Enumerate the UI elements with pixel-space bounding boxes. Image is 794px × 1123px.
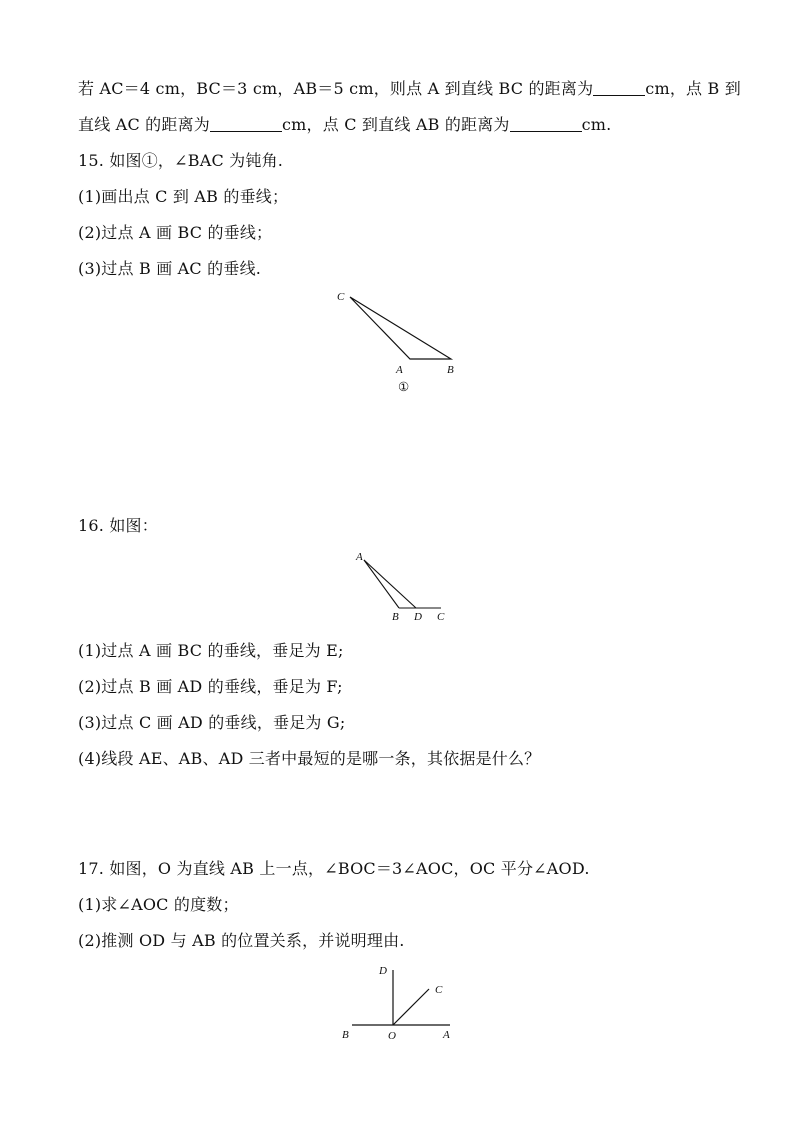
q14-text: cm. (581, 115, 612, 134)
q16-stem: 16. 如图： (78, 516, 158, 535)
q17-figure (336, 958, 466, 1043)
q14-text: cm，点 B 到 (645, 79, 741, 98)
q16-item-4: (4)线段 AE、AB、AD 三者中最短的是哪一条，其依据是什么？ (78, 749, 541, 768)
q14-text: cm，点 C 到直线 AB 的距离为 (281, 115, 510, 134)
label-d: D (414, 611, 422, 623)
label-a: A (396, 364, 403, 376)
ray-oc (393, 989, 429, 1025)
q17-item-1: (1)求∠AOC 的度数； (78, 895, 239, 914)
label-d: D (379, 965, 387, 977)
q15-stem: 15. 如图①，∠BAC 为钝角. (78, 151, 284, 170)
q17-stem: 17. 如图，O 为直线 AB 上一点，∠BOC＝3∠AOC，OC 平分∠AOD. (78, 859, 590, 878)
q16-item-1: (1)过点 A 画 BC 的垂线，垂足为 E; (78, 641, 344, 660)
answer-blank-b-to-ac[interactable] (210, 115, 282, 132)
label-c: C (337, 291, 345, 303)
q14-line-2 (78, 114, 611, 136)
segment-ad (364, 560, 416, 608)
q16-figure (350, 548, 460, 628)
q15-item-2: (2)过点 A 画 BC 的垂线； (78, 223, 273, 242)
figure-caption-1: ① (398, 380, 410, 394)
q16-item-2: (2)过点 B 画 AD 的垂线，垂足为 F; (78, 677, 343, 696)
segment-ab (364, 560, 399, 608)
label-b: B (447, 364, 454, 376)
label-a: A (356, 551, 363, 563)
label-o: O (388, 1030, 396, 1042)
q16-item-3: (3)过点 C 画 AD 的垂线，垂足为 G; (78, 713, 346, 732)
q15-figure (330, 285, 470, 400)
label-b: B (392, 611, 399, 623)
q15-item-1: (1)画出点 C 到 AB 的垂线； (78, 187, 289, 206)
triangle-abc (350, 297, 451, 359)
answer-blank-a-to-bc[interactable] (593, 79, 645, 96)
label-b: B (342, 1029, 349, 1041)
q14-text: 若 AC＝4 cm，BC＝3 cm，AB＝5 cm，则点 A 到直线 BC 的距离为 (78, 79, 594, 98)
label-a: A (443, 1029, 450, 1041)
q14-line-1 (78, 78, 741, 100)
label-c: C (437, 611, 445, 623)
answer-blank-c-to-ab[interactable] (510, 115, 582, 132)
q17-item-2: (2)推测 OD 与 AB 的位置关系，并说明理由. (78, 931, 405, 950)
q15-item-3: (3)过点 B 画 AC 的垂线. (78, 259, 262, 278)
q14-text: 直线 AC 的距离为 (78, 115, 210, 134)
label-c: C (435, 984, 443, 996)
